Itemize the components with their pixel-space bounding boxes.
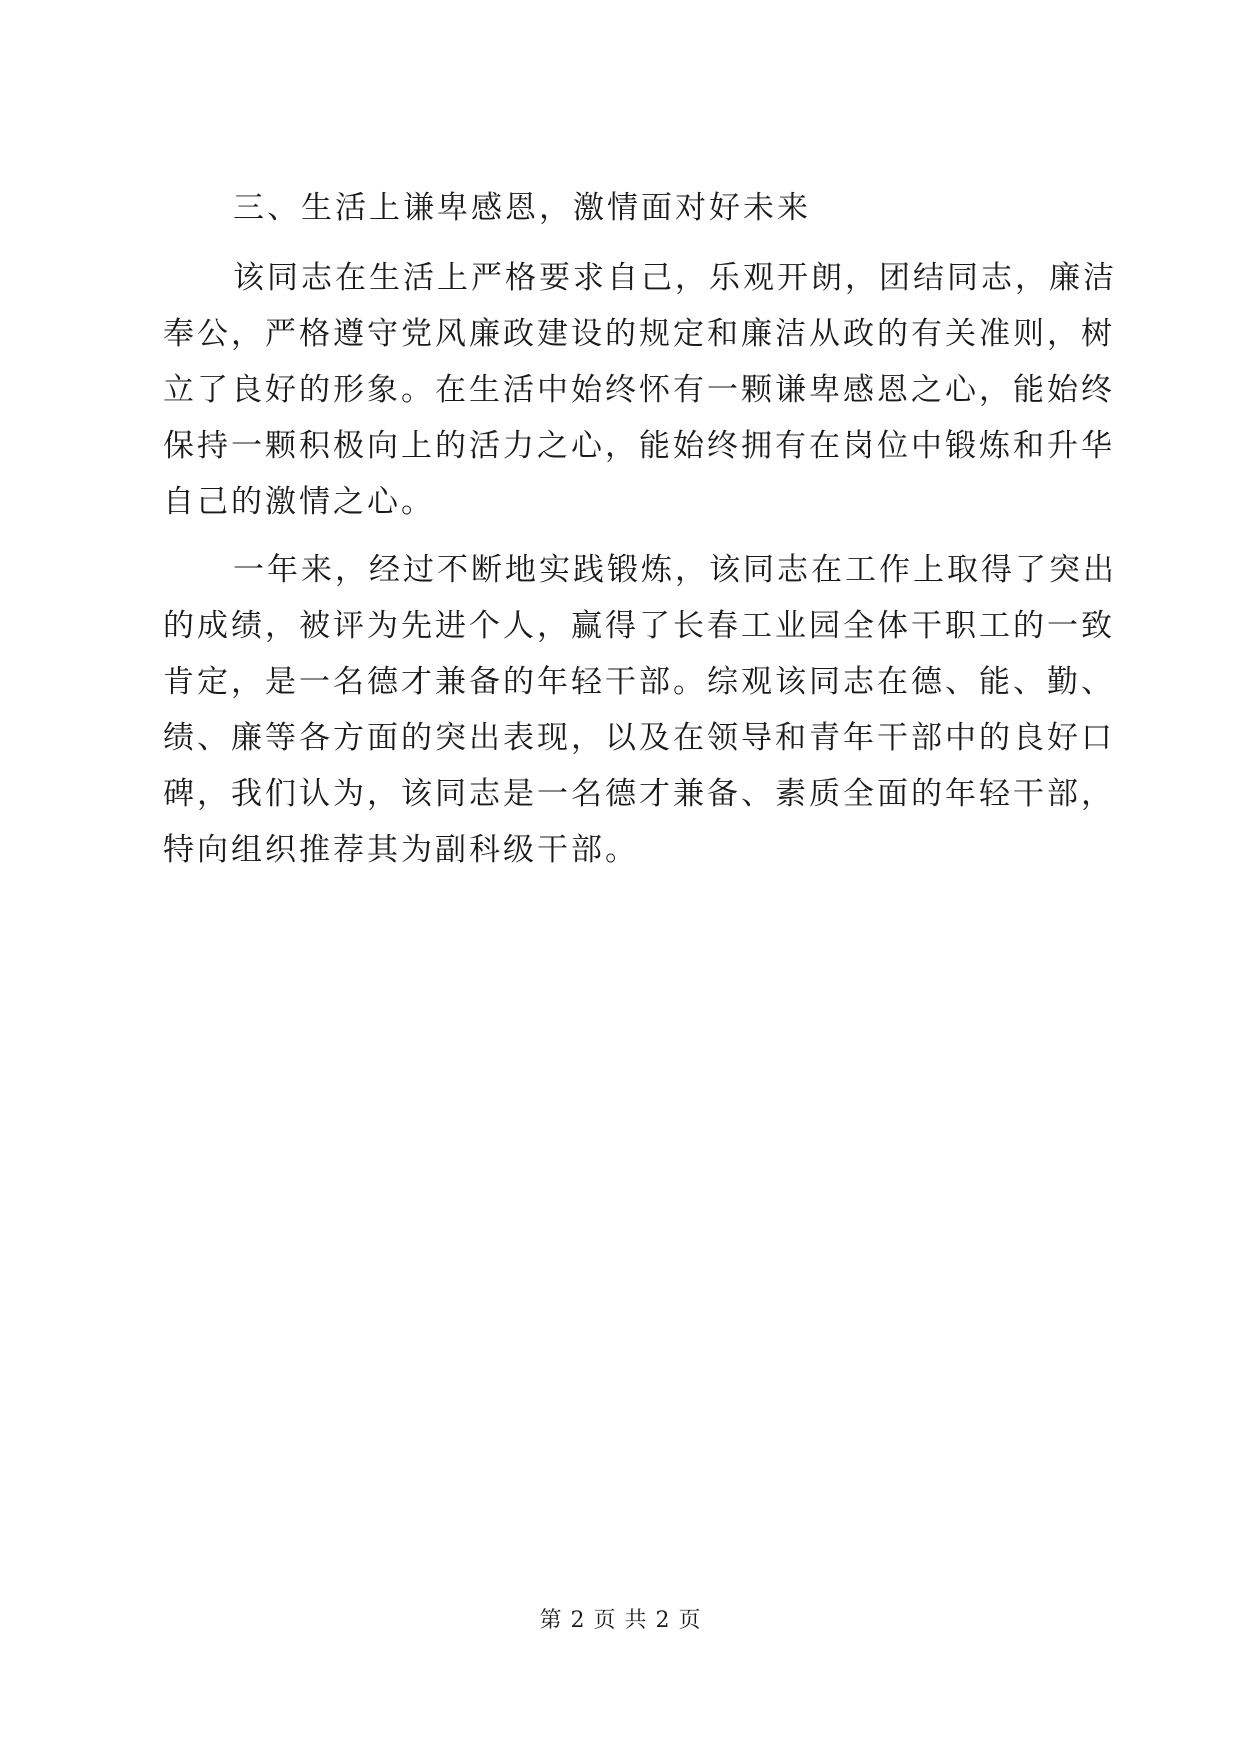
paragraph-line: 奉公，严格遵守党风廉政建设的规定和廉洁从政的有关准则，树	[163, 316, 1115, 352]
paragraph-line: 保持一颗积极向上的活力之心，能始终拥有在岗位中锻炼和升华	[163, 428, 1115, 464]
document-body	[163, 180, 1117, 878]
paragraph-line: 该同志在生活上严格要求自己，乐观开朗，团结同志，廉洁	[233, 260, 1117, 296]
paragraph-line: 肯定，是一名德才兼备的年轻干部。综观该同志在德、能、勤、	[163, 664, 1115, 700]
paragraph-line: 自己的激情之心。	[163, 484, 435, 520]
page-number-footer: 第 2 页 共 2 页	[539, 1608, 702, 1633]
paragraph-line: 碑，我们认为，该同志是一名德才兼备、素质全面的年轻干部，	[163, 776, 1115, 812]
paragraph-line: 的成绩，被评为先进个人，赢得了长春工业园全体干职工的一致	[163, 608, 1115, 644]
paragraph-2	[163, 542, 1117, 878]
paragraph-line: 立了良好的形象。在生活中始终怀有一颗谦卑感恩之心，能始终	[163, 372, 1115, 408]
paragraph-line: 绩、廉等各方面的突出表现，以及在领导和青年干部中的良好口	[163, 720, 1115, 756]
paragraph-1	[163, 250, 1117, 530]
section-heading: 三、生活上谦卑感恩，激情面对好未来	[233, 190, 811, 226]
paragraph-line: 一年来，经过不断地实践锻炼，该同志在工作上取得了突出	[233, 552, 1117, 588]
paragraph-line: 特向组织推荐其为副科级干部。	[163, 832, 639, 868]
